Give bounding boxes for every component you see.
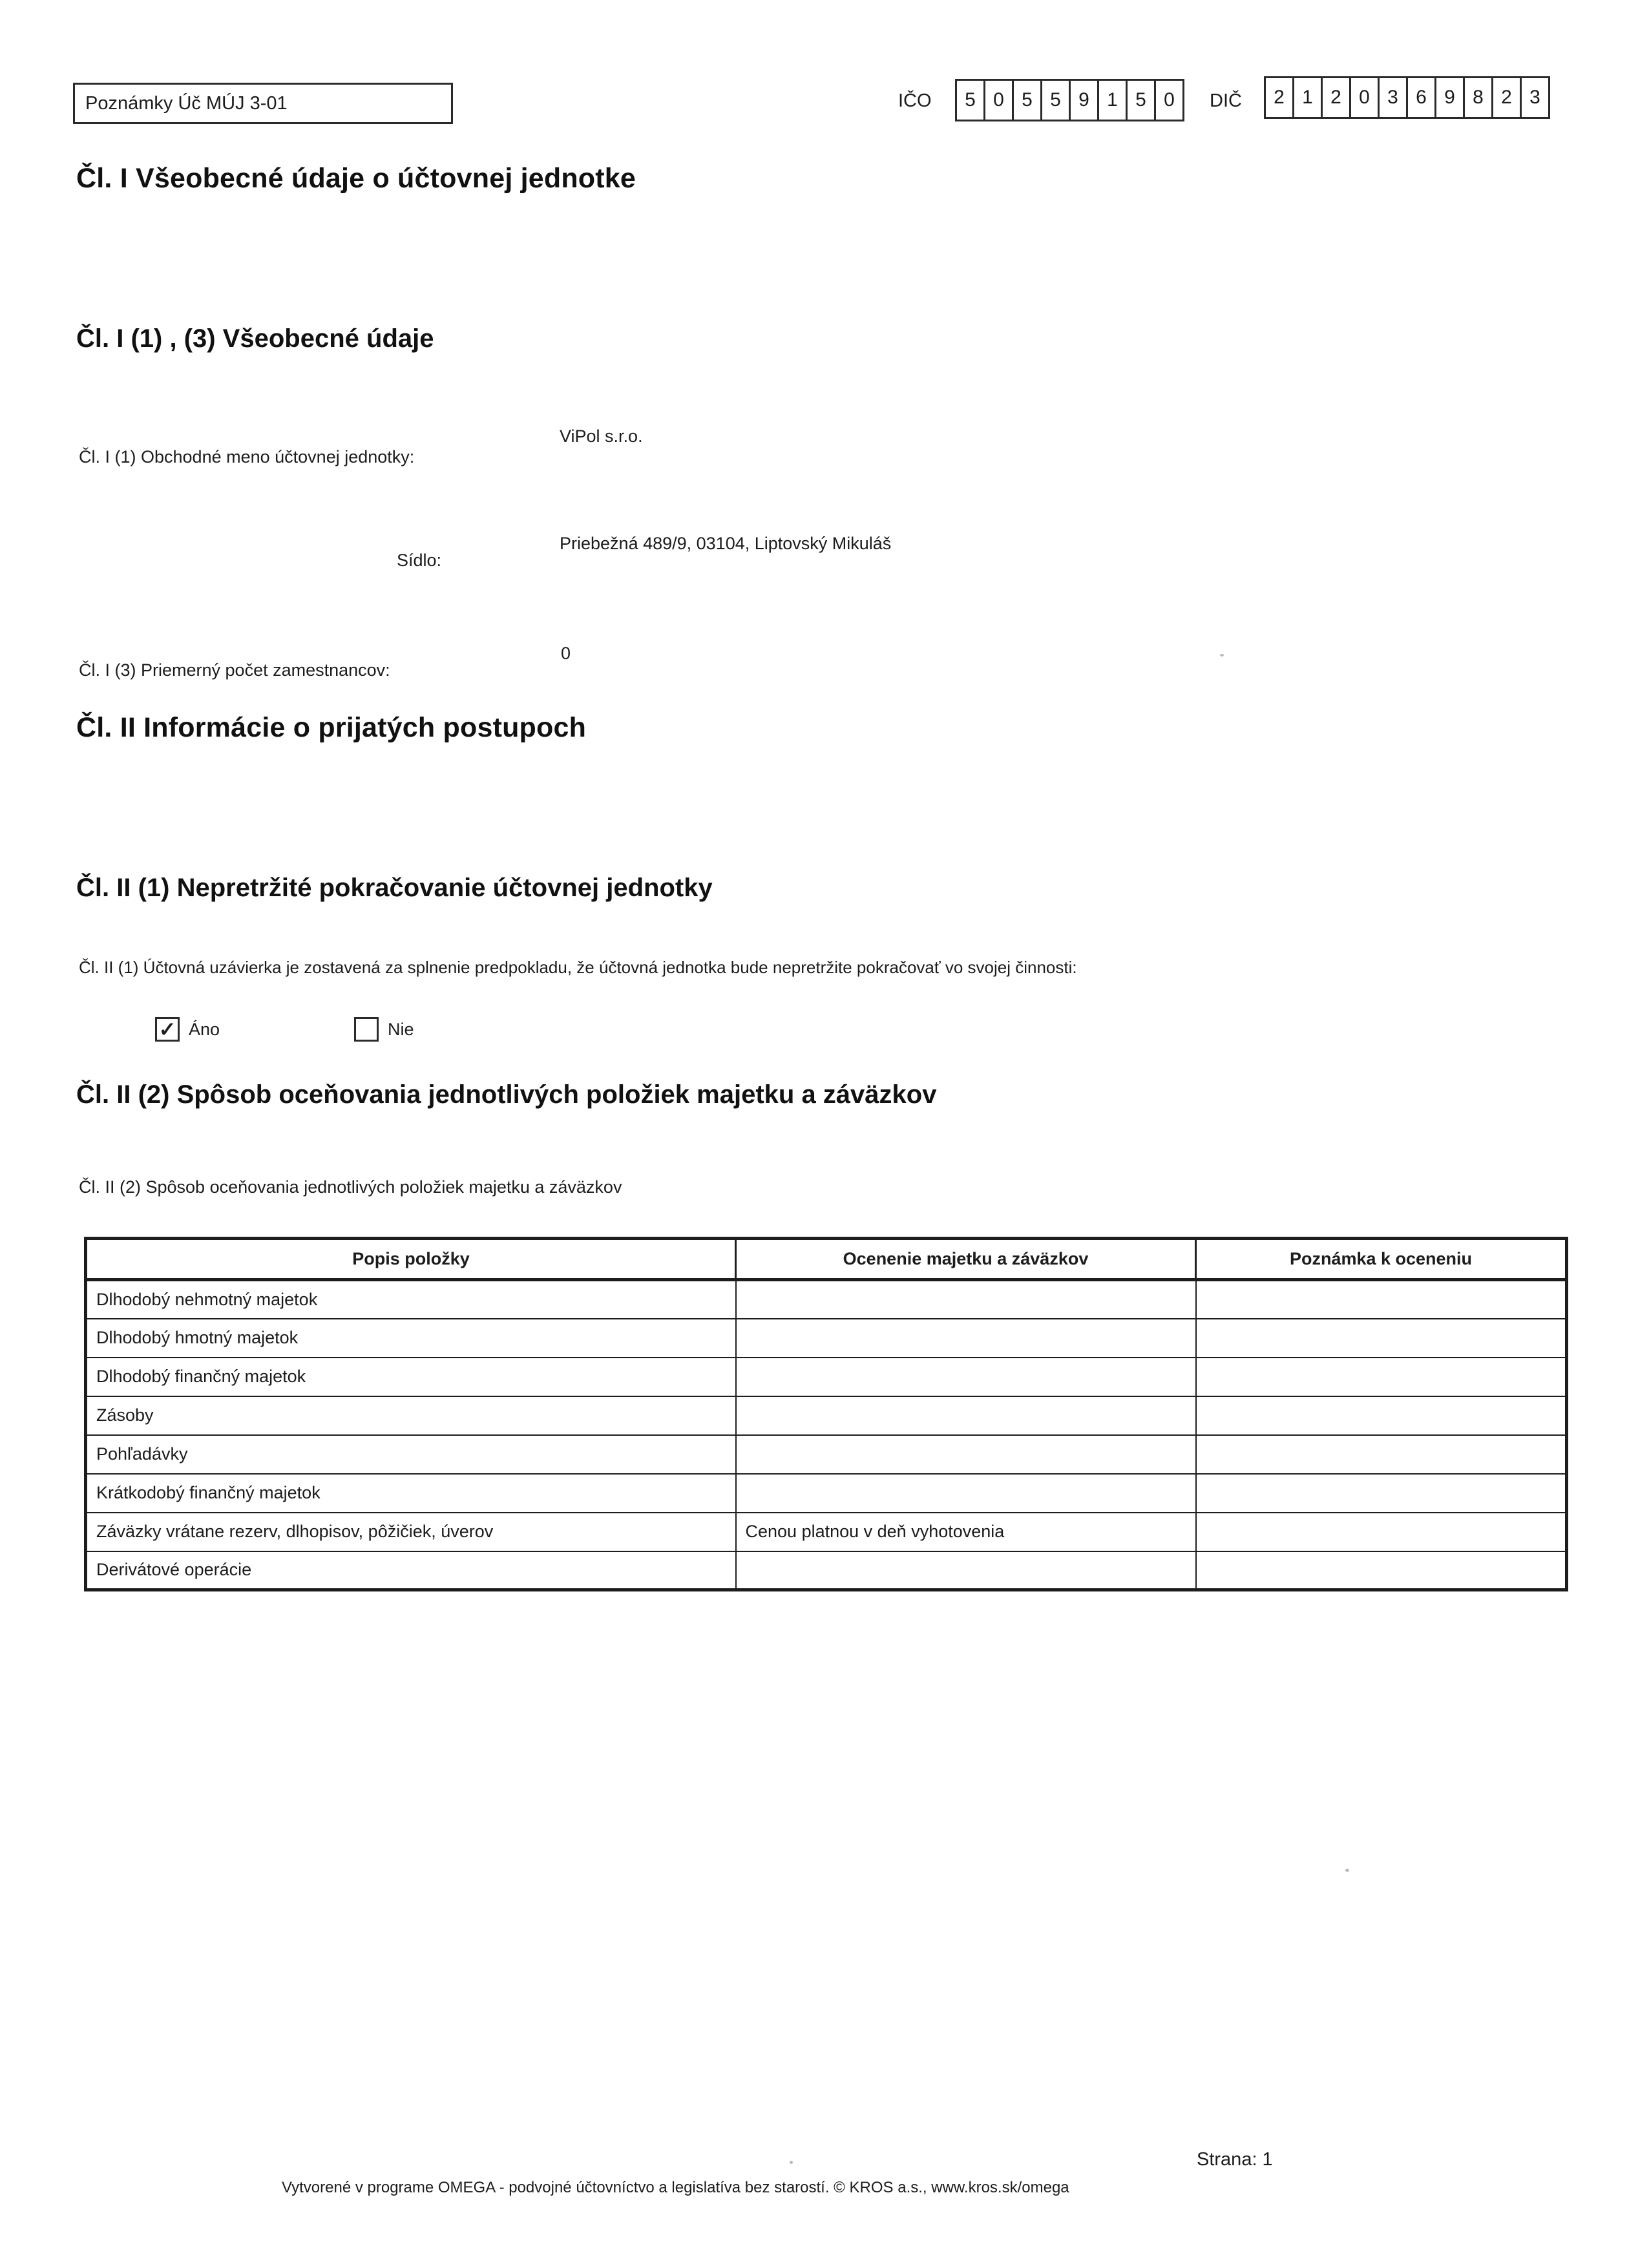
- section-1-title: Čl. I Všeobecné údaje o účtovnej jednotke: [76, 163, 636, 194]
- table-cell: [1196, 1396, 1567, 1435]
- yes-checkbox[interactable]: ✓: [155, 1017, 180, 1042]
- yes-checkbox-group: [155, 1017, 220, 1042]
- scan-speck: [790, 2161, 793, 2164]
- table-row: [86, 1358, 1567, 1396]
- dic-digit: 3: [1378, 76, 1408, 119]
- table-cell: [736, 1280, 1196, 1319]
- dic-digit: 2: [1264, 76, 1294, 119]
- no-checkbox-label: Nie: [388, 1019, 414, 1039]
- section-2-title: Čl. II Informácie o prijatých postupoch: [76, 712, 587, 743]
- table-cell: Pohľadávky: [86, 1435, 736, 1474]
- table-cell: [736, 1435, 1196, 1474]
- dic-digit-boxes: [1264, 76, 1550, 119]
- table-cell: [1196, 1435, 1567, 1474]
- table-cell: [1196, 1513, 1567, 1551]
- dic-digit: 2: [1321, 76, 1351, 119]
- ico-digit: 1: [1097, 79, 1128, 121]
- table-cell: [1196, 1474, 1567, 1513]
- address-label: Sídlo:: [397, 551, 442, 570]
- ico-label: IČO: [898, 90, 932, 111]
- section-2-1-text: Čl. II (1) Účtovná uzávierka je zostavená za splnenie predpokladu, že účtovná jednotka bude nepretržite pokračovať vo svojej činnosti:: [79, 958, 1077, 977]
- page-number: Strana: 1: [1197, 2149, 1273, 2170]
- table-cell: Dlhodobý finančný majetok: [86, 1358, 736, 1396]
- table-header: Ocenenie majetku a záväzkov: [736, 1239, 1196, 1280]
- table-cell: Cenou platnou v deň vyhotovenia: [736, 1513, 1196, 1551]
- ico-digit: 5: [1012, 79, 1042, 121]
- form-code-label: Poznámky Úč MÚJ 3-01: [85, 92, 288, 114]
- section-2-2-text: Čl. II (2) Spôsob oceňovania jednotlivých položiek majetku a záväzkov: [79, 1177, 622, 1197]
- ico-digit: 0: [983, 79, 1014, 121]
- employees-label: Čl. I (3) Priemerný počet zamestnancov:: [79, 660, 390, 680]
- table-cell: [736, 1319, 1196, 1358]
- dic-digit: 3: [1520, 76, 1550, 119]
- table-cell: [1196, 1358, 1567, 1396]
- table-cell: Derivátové operácie: [86, 1551, 736, 1590]
- dic-digit: 8: [1463, 76, 1493, 119]
- table-row: [86, 1513, 1567, 1551]
- business-name-value: ViPol s.r.o.: [560, 426, 643, 446]
- footer-credit: Vytvorené v programe OMEGA - podvojné účtovníctvo a legislatíva bez starostí. © KROS a.s., www.kros.sk/omega: [282, 2179, 1069, 2196]
- section-2-1-title: Čl. II (1) Nepretržité pokračovanie účtovnej jednotky: [76, 874, 713, 902]
- ico-digit: 5: [955, 79, 985, 121]
- scan-speck: [1345, 1869, 1349, 1872]
- scan-speck: [1220, 654, 1224, 656]
- table-row: [86, 1435, 1567, 1474]
- table-cell: [1196, 1551, 1567, 1590]
- form-code-box: [73, 83, 453, 124]
- table-cell: [736, 1358, 1196, 1396]
- table-cell: [736, 1551, 1196, 1590]
- table-cell: Záväzky vrátane rezerv, dlhopisov, pôžičiek, úverov: [86, 1513, 736, 1551]
- dic-digit: 9: [1434, 76, 1465, 119]
- table-cell: Krátkodobý finančný majetok: [86, 1474, 736, 1513]
- dic-digit: 1: [1292, 76, 1323, 119]
- section-2-2-title: Čl. II (2) Spôsob oceňovania jednotlivých položiek majetku a záväzkov: [76, 1080, 937, 1109]
- table-cell: [1196, 1319, 1567, 1358]
- ico-digit: 5: [1040, 79, 1071, 121]
- dic-digit: 2: [1491, 76, 1522, 119]
- yes-checkbox-label: Áno: [189, 1019, 220, 1039]
- section-1a-title: Čl. I (1) , (3) Všeobecné údaje: [76, 324, 434, 353]
- valuation-table: [84, 1237, 1568, 1591]
- dic-label: DIČ: [1210, 90, 1242, 111]
- table-cell: Zásoby: [86, 1396, 736, 1435]
- business-name-label: Čl. I (1) Obchodné meno účtovnej jednotky:: [79, 447, 415, 467]
- table-row: [86, 1551, 1567, 1590]
- table-row: [86, 1474, 1567, 1513]
- table-row: [86, 1396, 1567, 1435]
- table-cell: Dlhodobý hmotný majetok: [86, 1319, 736, 1358]
- dic-digit: 6: [1406, 76, 1436, 119]
- ico-digit: 5: [1126, 79, 1156, 121]
- ico-digit-boxes: [955, 79, 1184, 121]
- ico-digit: 9: [1069, 79, 1099, 121]
- no-checkbox[interactable]: [354, 1017, 379, 1042]
- table-header-row: [86, 1239, 1567, 1280]
- ico-digit: 0: [1154, 79, 1184, 121]
- table-cell: Dlhodobý nehmotný majetok: [86, 1280, 736, 1319]
- address-value: Priebežná 489/9, 03104, Liptovský Mikuláš: [560, 534, 892, 553]
- table-header: Popis položky: [86, 1239, 736, 1280]
- table-cell: [736, 1396, 1196, 1435]
- table-row: [86, 1280, 1567, 1319]
- table-header: Poznámka k oceneniu: [1196, 1239, 1567, 1280]
- employees-value: 0: [561, 644, 571, 663]
- no-checkbox-group: [354, 1017, 414, 1042]
- table-cell: [1196, 1280, 1567, 1319]
- table-cell: [736, 1474, 1196, 1513]
- table-row: [86, 1319, 1567, 1358]
- dic-digit: 0: [1349, 76, 1380, 119]
